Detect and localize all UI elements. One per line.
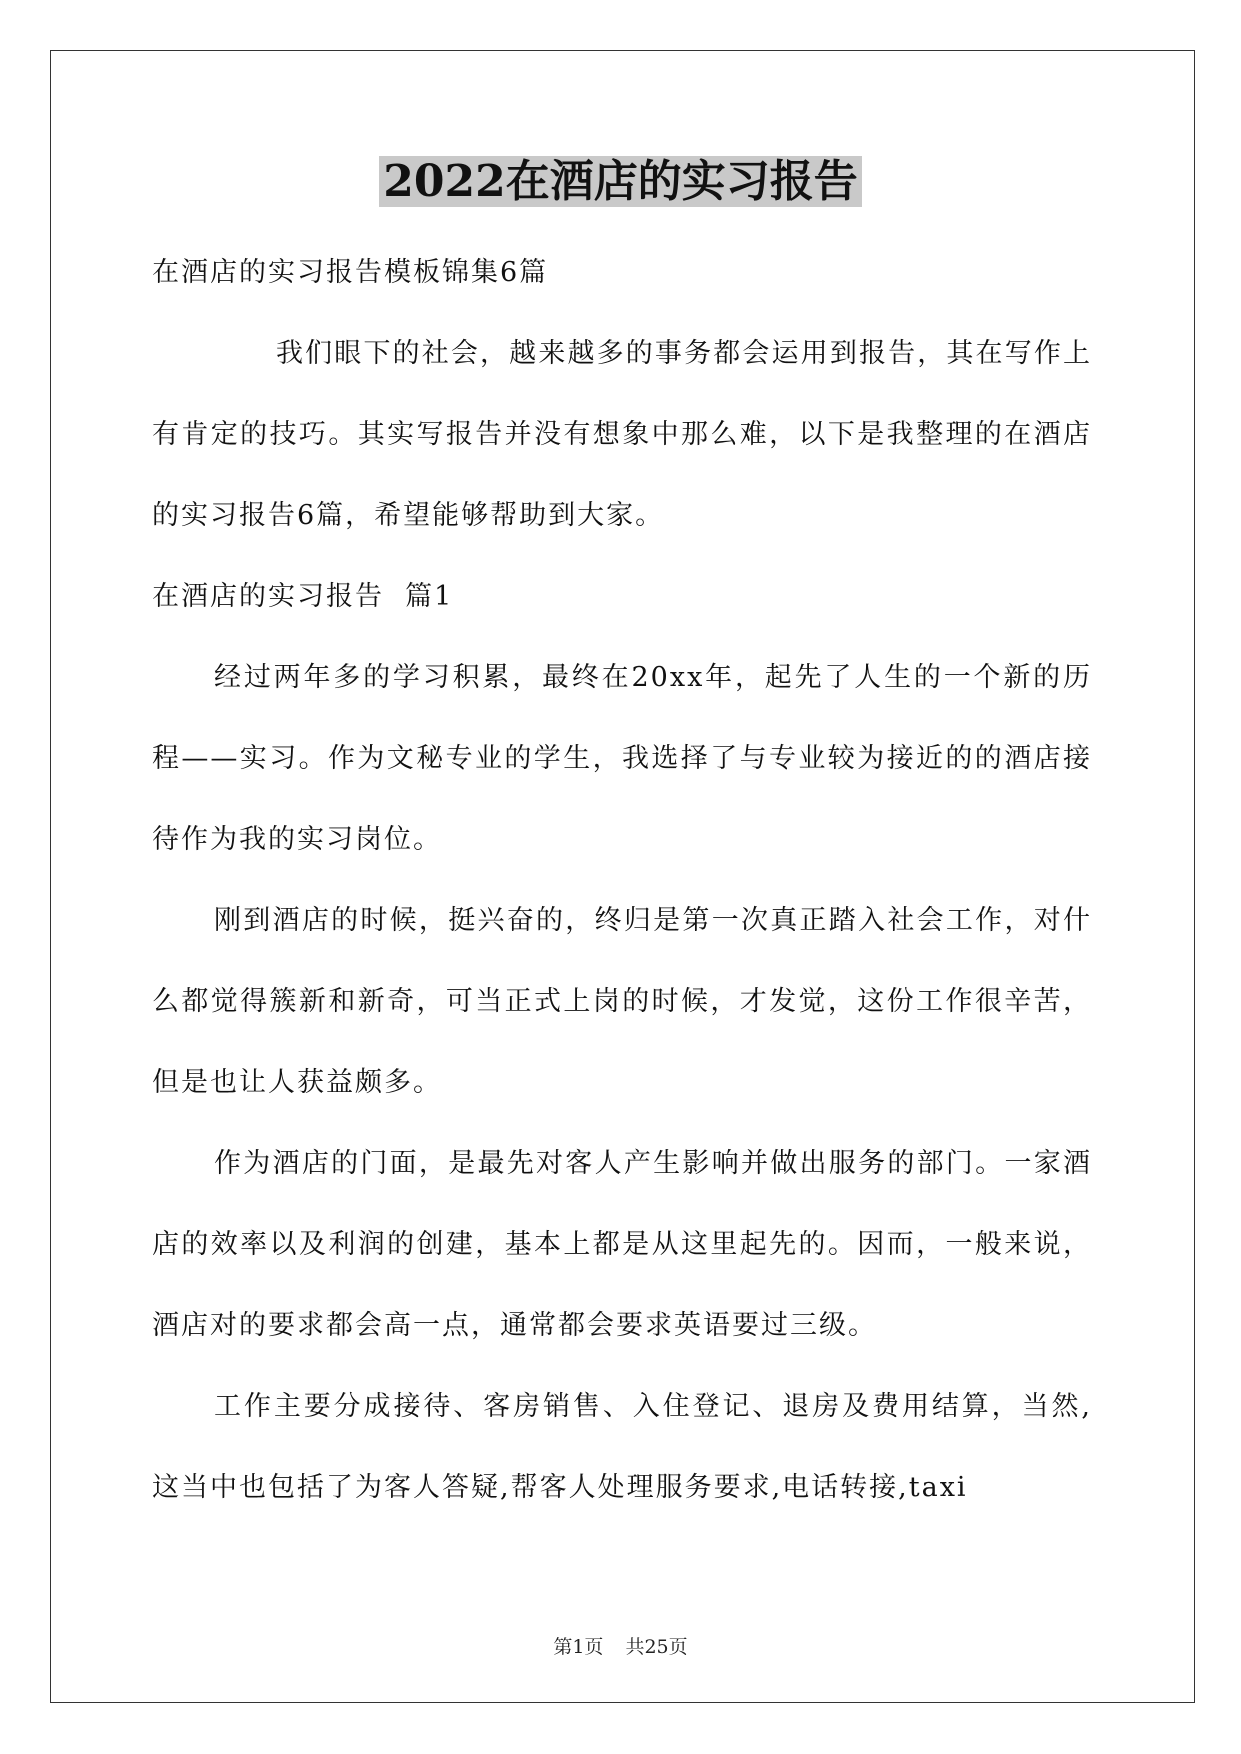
- page-total: 共25页: [625, 1636, 688, 1658]
- page-number: 第1页: [553, 1636, 604, 1658]
- document-body: [152, 232, 1092, 1528]
- page-footer: [0, 1632, 1241, 1659]
- section-heading: 在酒店的实习报告 篇1: [152, 581, 454, 612]
- body-paragraph-1: 经过两年多的学习积累，最终在20xx年，起先了人生的一个新的历程——实习。作为文秘专业的学生，我选择了与专业较为接近的的酒店接待作为我的实习岗位。: [152, 662, 1092, 855]
- document-subtitle: 在酒店的实习报告模板锦集6篇: [152, 257, 549, 288]
- intro-paragraph: 我们眼下的社会，越来越多的事务都会运用到报告，其在写作上有肯定的技巧。其实写报告并没有想象中那么难，以下是我整理的在酒店的实习报告6篇，希望能够帮助到大家。: [152, 338, 1092, 531]
- document-title-text: 2022在酒店的实习报告: [379, 156, 861, 207]
- body-paragraph-4: 工作主要分成接待、客房销售、入住登记、退房及费用结算，当然,这当中也包括了为客人答疑,帮客人处理服务要求,电话转接,taxi: [152, 1391, 1092, 1503]
- document-title: [0, 152, 1241, 212]
- body-paragraph-3: 作为酒店的门面，是最先对客人产生影响并做出服务的部门。一家酒店的效率以及利润的创建，基本上都是从这里起先的。因而，一般来说，酒店对的要求都会高一点，通常都会要求英语要过三级。: [152, 1148, 1092, 1341]
- body-paragraph-2: 刚到酒店的时候，挺兴奋的，终归是第一次真正踏入社会工作，对什么都觉得簇新和新奇，可当正式上岗的时候，才发觉，这份工作很辛苦，但是也让人获益颇多。: [152, 905, 1092, 1098]
